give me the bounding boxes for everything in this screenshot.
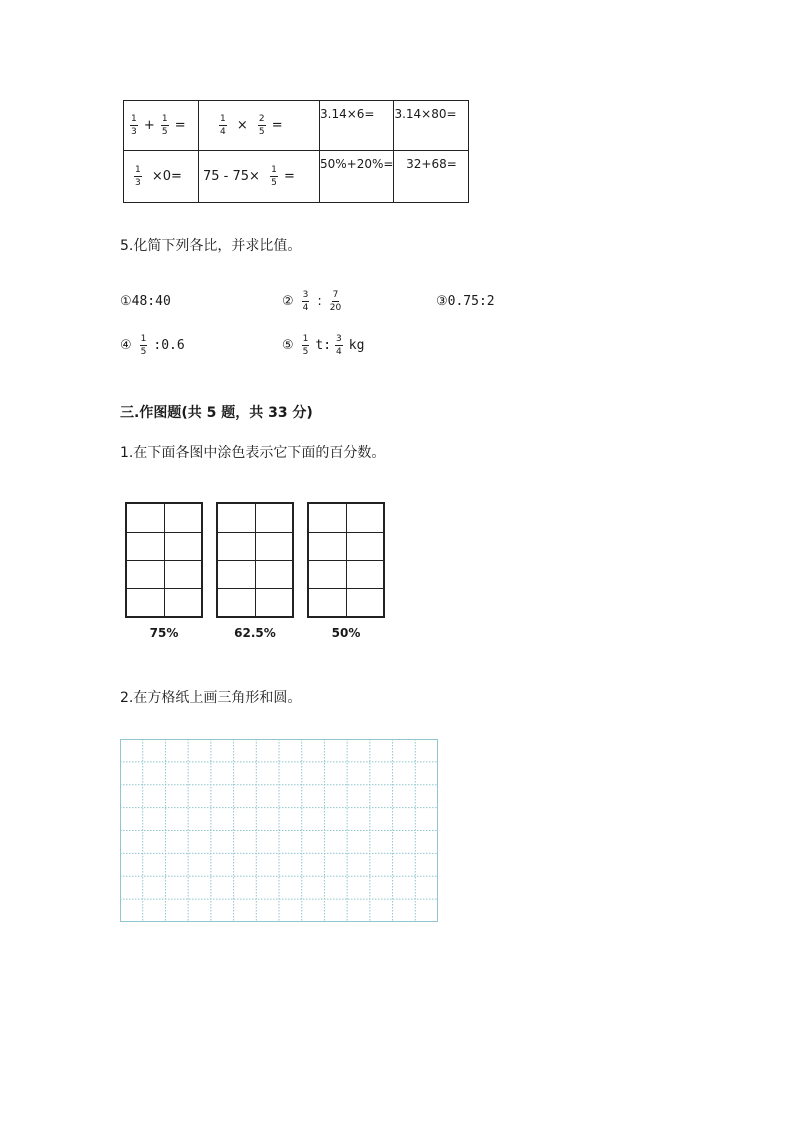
table-cell xyxy=(320,101,394,151)
numerator: 1 xyxy=(135,165,141,175)
grid-divider xyxy=(218,560,292,561)
table-row xyxy=(124,101,469,151)
cell-text: 3.14×80= xyxy=(394,107,457,121)
fraction xyxy=(219,114,227,137)
table-cell xyxy=(124,151,199,203)
grid-divider xyxy=(127,560,201,561)
question-5-title: 5.化简下列各比，并求比值。 xyxy=(120,238,302,254)
table-cell xyxy=(124,101,199,151)
fraction xyxy=(335,334,343,357)
numerator: 1 xyxy=(161,114,168,124)
ratio-item-4 xyxy=(120,334,185,357)
grid-divider xyxy=(309,532,383,533)
numerator: 3 xyxy=(302,290,309,300)
calculation-table xyxy=(123,100,469,203)
numerator: 1 xyxy=(271,165,277,175)
grid-divider xyxy=(218,532,292,533)
numerator: 3 xyxy=(336,334,342,344)
equals-sign: = xyxy=(271,118,283,133)
denominator: 4 xyxy=(302,303,309,313)
fraction xyxy=(130,114,138,137)
cell-text: 32+68= xyxy=(406,157,457,171)
denominator: 3 xyxy=(131,127,137,137)
grid-divider xyxy=(218,588,292,589)
denominator: 3 xyxy=(135,178,141,188)
ratio-text: t: xyxy=(315,338,332,353)
grid-divider xyxy=(127,588,201,589)
fraction xyxy=(134,165,142,188)
cell-text: 50%+20%= xyxy=(320,157,394,171)
percent-grid-1[interactable] xyxy=(125,502,203,618)
unit-text: kg xyxy=(348,338,365,353)
denominator: 5 xyxy=(258,127,265,137)
fraction xyxy=(330,290,341,313)
ratio-item-3 xyxy=(436,294,495,309)
denominator: 5 xyxy=(161,127,168,137)
fraction xyxy=(258,114,266,137)
grid-divider xyxy=(309,560,383,561)
table-cell xyxy=(199,151,320,203)
percent-grid-2[interactable] xyxy=(216,502,294,618)
fraction xyxy=(161,114,169,137)
square-grid-paper[interactable] xyxy=(120,739,438,922)
ratio-text: ③0.75:2 xyxy=(436,294,495,309)
table-cell xyxy=(394,101,469,151)
denominator: 4 xyxy=(336,347,342,357)
numerator: 1 xyxy=(131,114,137,124)
table-cell xyxy=(199,101,320,151)
percent-grid-3[interactable] xyxy=(307,502,385,618)
denominator: 5 xyxy=(140,347,147,357)
numerator: 1 xyxy=(302,334,309,344)
percent-label-3: 50% xyxy=(331,626,361,640)
equals-sign: = xyxy=(283,169,295,184)
circled-number: ② xyxy=(282,294,294,309)
numerator: 7 xyxy=(332,290,339,300)
grid-lines xyxy=(120,739,438,922)
section-3-heading: 三.作图题(共 5 题，共 33 分) xyxy=(120,405,313,421)
operator: × xyxy=(236,118,248,133)
circled-number: ④ xyxy=(120,338,132,353)
cell-text: ×0= xyxy=(151,169,182,184)
denominator: 5 xyxy=(302,347,309,357)
table-row xyxy=(124,151,469,203)
cell-text: 75 - 75× xyxy=(203,169,260,184)
ratio-text: ①48:40 xyxy=(120,294,171,309)
section-3-question-2: 2.在方格纸上画三角形和圆。 xyxy=(120,690,302,706)
operator: + xyxy=(143,118,155,133)
fraction xyxy=(302,290,310,313)
fraction xyxy=(140,334,148,357)
percent-label-1: 75% xyxy=(149,626,179,640)
grid-divider xyxy=(309,588,383,589)
grid-divider xyxy=(127,532,201,533)
table-cell xyxy=(320,151,394,203)
numerator: 1 xyxy=(140,334,147,344)
section-3-question-1: 1.在下面各图中涂色表示它下面的百分数。 xyxy=(120,445,386,461)
ratio-item-1 xyxy=(120,294,171,309)
ratio-colon: : xyxy=(317,294,322,309)
ratio-text: :0.6 xyxy=(153,338,185,353)
ratio-item-5 xyxy=(282,334,364,357)
cell-text: 3.14×6= xyxy=(320,107,375,121)
table-cell xyxy=(394,151,469,203)
fraction xyxy=(270,165,278,188)
denominator: 20 xyxy=(329,303,342,313)
numerator: 2 xyxy=(258,114,265,124)
ratio-item-2 xyxy=(282,290,343,313)
denominator: 5 xyxy=(271,178,277,188)
denominator: 4 xyxy=(220,127,226,137)
numerator: 1 xyxy=(220,114,226,124)
percent-label-2: 62.5% xyxy=(234,626,276,640)
circled-number: ⑤ xyxy=(282,338,294,353)
fraction xyxy=(302,334,310,357)
equals-sign: = xyxy=(174,118,186,133)
